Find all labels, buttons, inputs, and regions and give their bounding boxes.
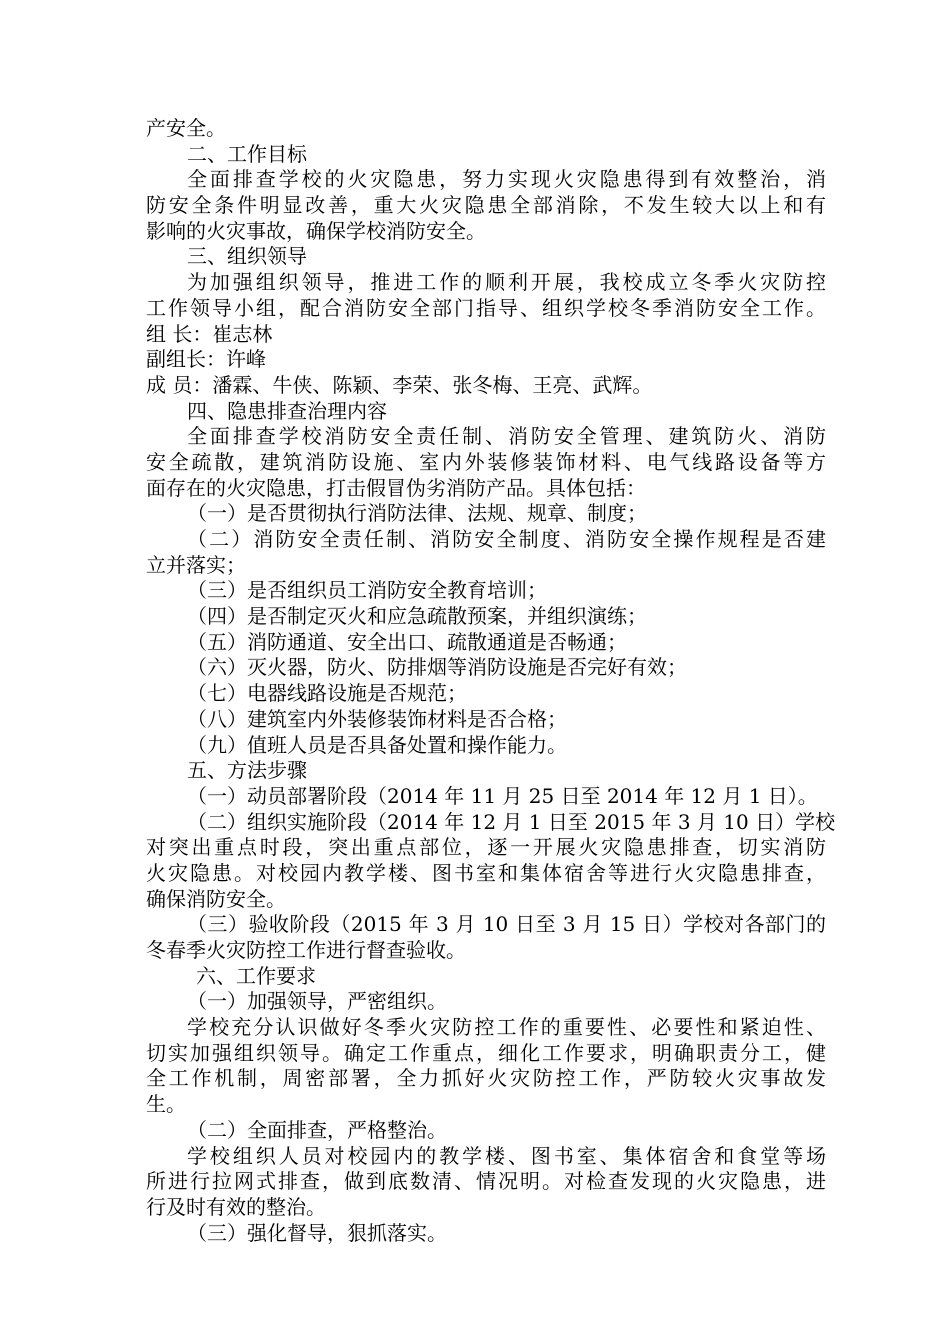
- text-line: 全面排查学校的火灾隐患，努力实现火灾隐患得到有效整治，消: [187, 167, 826, 192]
- list-item: （二）消防安全责任制、消防安全制度、消防安全操作规程是否建: [187, 527, 826, 551]
- team-leader: 组 长：崔志林: [146, 321, 273, 346]
- list-item: （三）是否组织员工消防安全教育培训；: [187, 578, 547, 603]
- text-line: 影响的火灾事故，确保学校消防安全。: [146, 218, 486, 243]
- text-line: 切实加强组织领导。确定工作重点，细化工作要求，明确职责分工，健: [146, 1040, 826, 1065]
- text-line: 全工作机制，周密部署，全力抓好火灾防控工作，严防较火灾事故发: [146, 1066, 826, 1091]
- text-line: 全面排查学校消防安全责任制、消防安全管理、建筑防火、消防: [187, 424, 826, 449]
- section-heading: 五、方法步骤: [187, 758, 307, 783]
- section-heading: 二、工作目标: [187, 141, 307, 166]
- text-line: 学校充分认识做好冬季火灾防控工作的重要性、必要性和紧迫性、: [187, 1015, 826, 1040]
- text-line: 学校组织人员对校园内的教学楼、图书室、集体宿舍和食堂等场: [187, 1143, 826, 1168]
- list-item: （一）是否贯彻执行消防法律、法规、规章、制度；: [187, 501, 647, 526]
- text-line: 为加强组织领导，推进工作的顺利开展，我校成立冬季火灾防控: [187, 270, 826, 295]
- text-line: 产安全。: [146, 116, 226, 140]
- list-item: （五）消防通道、安全出口、疏散通道是否畅通；: [187, 629, 627, 654]
- section-heading: 四、隐患排查治理内容: [187, 398, 387, 423]
- list-item: （六）灭火器，防火、防排烟等消防设施是否完好有效；: [187, 655, 687, 680]
- text-line: 安全疏散，建筑消防设施、室内外装修装饰材料、电气线路设备等方: [146, 449, 826, 474]
- list-item: （四）是否制定灭火和应急疏散预案，并组织演练；: [187, 604, 647, 629]
- text-line: 对突出重点时段，突出重点部位，逐一开展火灾隐患排查，切实消防: [146, 835, 826, 860]
- text-line: 立并落实；: [146, 552, 246, 577]
- list-item: （一）动员部署阶段（2014 年 11 月 25 日至 2014 年 12 月 1 日）。: [187, 783, 818, 808]
- text-line: 防安全条件明显改善，重大火灾隐患全部消除，不发生较大以上和有: [146, 193, 826, 218]
- text-line: 行及时有效的整治。: [146, 1194, 326, 1219]
- section-heading: 六、工作要求: [196, 963, 316, 988]
- text-line: 冬春季火灾防控工作进行督查验收。: [146, 938, 466, 962]
- document-page: [146, 116, 836, 1246]
- text-line: 所进行拉网式排查，做到底数清、情况明。对检查发现的火灾隐患，进: [146, 1169, 826, 1194]
- text-line: 工作领导小组，配合消防安全部门指导、组织学校冬季消防安全工作。: [146, 295, 826, 320]
- list-item: （九）值班人员是否具备处置和操作能力。: [187, 732, 567, 757]
- list-item: （一）加强领导，严密组织。: [187, 989, 447, 1014]
- team-deputy: 副组长：许峰: [146, 347, 266, 372]
- text-line: 面存在的火灾隐患，打击假冒伪劣消防产品。具体包括：: [146, 475, 646, 500]
- list-item: （三）强化督导，狠抓落实。: [187, 1220, 447, 1245]
- list-item: （八）建筑室内外装修装饰材料是否合格；: [187, 706, 567, 731]
- list-item: （二）组织实施阶段（2014 年 12 月 1 日至 2015 年 3 月 10 日）学校: [187, 809, 836, 834]
- text-line: 生。: [146, 1092, 186, 1117]
- text-line: 确保消防安全。: [146, 886, 286, 911]
- list-item: （三）验收阶段（2015 年 3 月 10 日至 3 月 15 日）学校对各部门的: [187, 912, 826, 937]
- section-heading: 三、组织领导: [187, 244, 307, 269]
- text-line: 火灾隐患。对校园内教学楼、图书室和集体宿舍等进行火灾隐患排查，: [146, 860, 826, 885]
- list-item: （二）全面排查，严格整治。: [187, 1117, 447, 1142]
- team-members: 成 员：潘霖、牛侠、陈颖、李荣、张冬梅、王亮、武辉。: [146, 372, 653, 397]
- list-item: （七）电器线路设施是否规范；: [187, 681, 467, 706]
